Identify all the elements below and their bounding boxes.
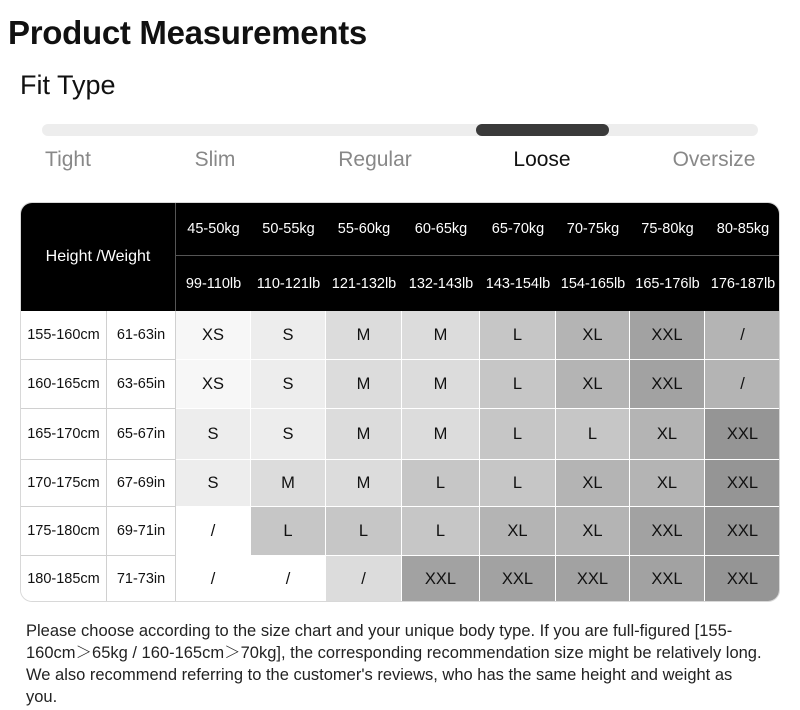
fit-type-title: Fit Type <box>20 70 116 100</box>
row-height-cm: 155-160cm <box>21 311 107 360</box>
size-cell: M <box>402 409 480 460</box>
size-chart-table <box>20 202 780 602</box>
size-cell: L <box>480 460 556 507</box>
size-cell: XXL <box>630 360 705 409</box>
header-weight-lb: 165-176lb <box>635 275 700 292</box>
size-cell: XXL <box>630 507 705 556</box>
header-weight-kg: 70-75kg <box>566 221 620 237</box>
header-weight-kg: 75-80kg <box>641 221 694 237</box>
row-height-in: 63-65in <box>107 360 176 409</box>
size-cell: / <box>251 556 326 602</box>
size-cell: XL <box>556 311 630 360</box>
size-cell: XXL <box>705 409 780 460</box>
size-cell: XL <box>556 507 630 556</box>
size-cell: L <box>556 409 630 460</box>
size-cell: M <box>326 409 402 460</box>
size-cell: M <box>326 360 402 409</box>
size-cell: XS <box>176 311 251 360</box>
row-height-in: 61-63in <box>107 311 176 360</box>
size-cell: XL <box>630 460 705 507</box>
header-weight-kg: 55-60kg <box>337 221 391 237</box>
size-cell: M <box>326 460 402 507</box>
size-cell: XXL <box>630 556 705 602</box>
size-cell: S <box>251 360 326 409</box>
size-cell: L <box>480 409 556 460</box>
header-weight-kg: 65-70kg <box>491 221 545 237</box>
size-cell: XXL <box>402 556 480 602</box>
row-height-in: 67-69in <box>107 460 176 507</box>
header-weight-lb: 143-154lb <box>485 275 551 292</box>
page-title: Product Measurements <box>8 14 367 51</box>
header-weight-lb: 110-121lb <box>256 275 321 292</box>
row-height-cm: 165-170cm <box>21 409 107 460</box>
size-cell: XL <box>480 507 556 556</box>
size-cell: XXL <box>705 507 780 556</box>
size-cell: L <box>402 460 480 507</box>
size-cell: M <box>402 311 480 360</box>
size-cell: / <box>176 556 251 602</box>
row-height-cm: 160-165cm <box>21 360 107 409</box>
header-weight-kg: 50-55kg <box>262 221 315 237</box>
row-height-cm: 170-175cm <box>21 460 107 507</box>
size-cell: / <box>705 311 780 360</box>
size-cell: L <box>402 507 480 556</box>
size-cell: / <box>326 556 402 602</box>
size-cell: S <box>251 409 326 460</box>
size-cell: XXL <box>705 556 780 602</box>
size-cell: L <box>326 507 402 556</box>
size-cell: XL <box>556 460 630 507</box>
size-cell: XL <box>630 409 705 460</box>
fit-option-tight[interactable]: Tight <box>45 148 91 171</box>
header-weight-lb: 121-132lb <box>331 275 397 292</box>
size-cell: M <box>326 311 402 360</box>
size-cell: XL <box>556 360 630 409</box>
header-weight-kg: 60-65kg <box>414 221 468 237</box>
fit-option-oversize[interactable]: Oversize <box>672 148 756 171</box>
header-height-weight: Height /Weight <box>21 203 176 311</box>
fit-option-slim[interactable]: Slim <box>194 148 236 171</box>
fit-option-regular[interactable]: Regular <box>338 148 412 171</box>
size-cell: XXL <box>556 556 630 602</box>
header-weight-lb: 154-165lb <box>560 275 626 292</box>
header-weight-kg: 80-85kg <box>716 221 770 237</box>
size-cell: XS <box>176 360 251 409</box>
row-height-in: 69-71in <box>107 507 176 556</box>
size-cell: S <box>251 311 326 360</box>
header-weight-kg: 45-50kg <box>187 221 240 237</box>
size-cell: XXL <box>630 311 705 360</box>
row-height-cm: 180-185cm <box>21 556 107 602</box>
size-cell: XXL <box>480 556 556 602</box>
row-height-cm: 175-180cm <box>21 507 107 556</box>
size-cell: S <box>176 460 251 507</box>
size-advice-note: Please choose according to the size chart and your unique body type. If you are full-figured [155-160cm＞65kg / 160-165cm＞70kg], the corresponding recommendation size might be relatively long. We also recommend referring to the customer's reviews, who has the same height and weight as you. <box>26 622 762 706</box>
size-cell: L <box>480 311 556 360</box>
header-weight-lb: 132-143lb <box>408 275 474 292</box>
row-height-in: 71-73in <box>107 556 176 602</box>
fit-option-loose[interactable]: Loose <box>513 148 571 171</box>
size-cell: / <box>705 360 780 409</box>
header-weight-lb: 99-110lb <box>185 275 242 292</box>
size-cell: / <box>176 507 251 556</box>
size-cell: L <box>251 507 326 556</box>
fit-slider-thumb[interactable] <box>476 124 609 136</box>
size-cell: L <box>480 360 556 409</box>
size-cell: XXL <box>705 460 780 507</box>
row-height-in: 65-67in <box>107 409 176 460</box>
size-cell: M <box>251 460 326 507</box>
size-cell: S <box>176 409 251 460</box>
header-weight-lb: 176-187lb <box>710 275 776 292</box>
size-cell: M <box>402 360 480 409</box>
fit-slider-track[interactable] <box>42 124 758 136</box>
